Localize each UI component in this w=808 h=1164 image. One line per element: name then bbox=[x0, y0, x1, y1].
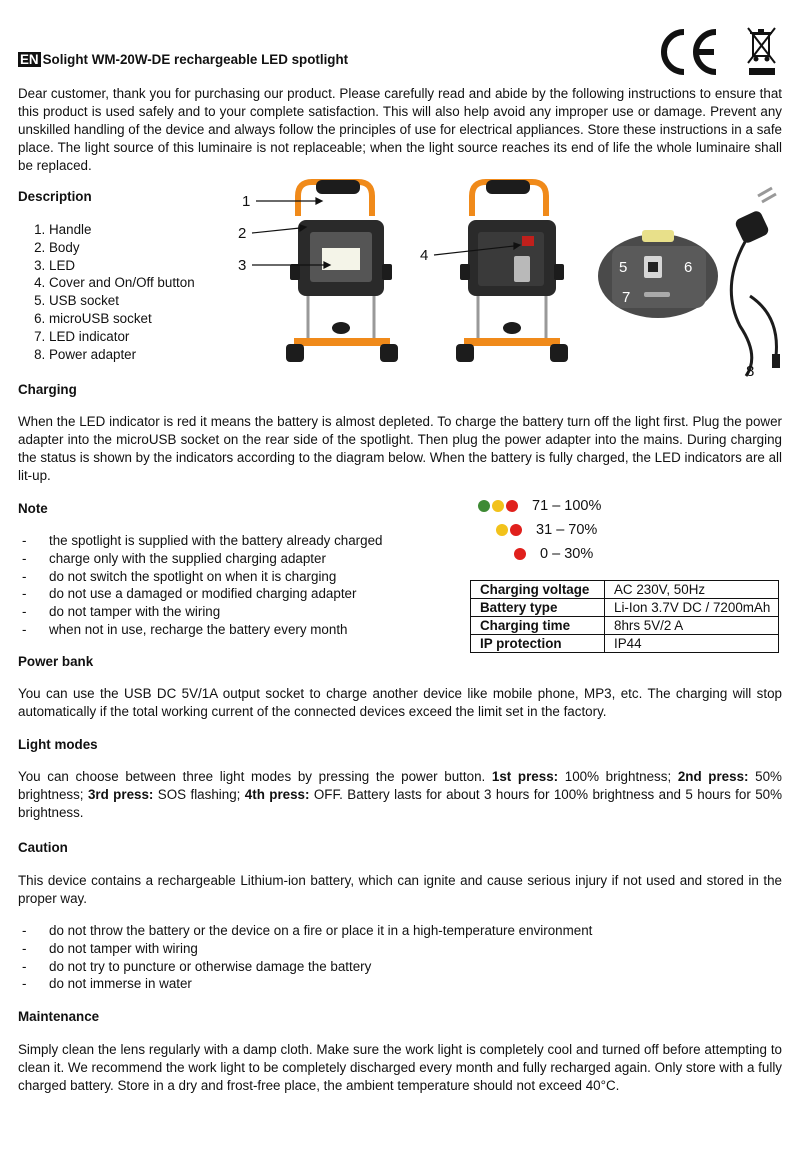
light-modes-heading: Light modes bbox=[18, 737, 98, 752]
indicator-row bbox=[496, 522, 597, 540]
spec-key: Charging time bbox=[471, 617, 605, 635]
table-row bbox=[471, 581, 779, 599]
language-badge: EN bbox=[20, 52, 39, 67]
list-item: 1. Handle bbox=[49, 221, 195, 239]
indicator-row bbox=[478, 498, 601, 516]
spec-key: Battery type bbox=[471, 599, 605, 617]
figure-label: 6 bbox=[684, 259, 693, 276]
list-item: - do not tamper with wiring bbox=[18, 940, 782, 958]
yellow-led-dot bbox=[492, 500, 504, 512]
red-led-dot bbox=[514, 548, 526, 560]
list-item: 7. LED indicator bbox=[49, 328, 195, 346]
spotlight-front-image bbox=[286, 180, 398, 362]
caution-paragraph: This device contains a rechargeable Lithium-ion battery, which can ignite and cause serious injury if not used and stored in the proper way. bbox=[18, 873, 782, 906]
list-item: 8. Power adapter bbox=[49, 346, 195, 364]
list-item: - do not throw the battery or the device on a fire or place it in a high-temperature environment bbox=[18, 922, 782, 940]
spotlight-rear-image bbox=[456, 180, 568, 362]
maintenance-heading: Maintenance bbox=[18, 1009, 100, 1024]
table-row bbox=[471, 635, 779, 653]
figure-label: 7 bbox=[622, 289, 631, 306]
list-item: - do not try to puncture or otherwise damage the battery bbox=[18, 958, 782, 976]
maintenance-paragraph: Simply clean the lens regularly with a damp cloth. Make sure the work light is completely cool and turned off before attempting to clean it. We recommend the work light to be completely discharged every month and fully recharged again. Only store with a fully charged battery. Store in a dry and frost-free place, the ambient temperature should not exceed 40°C. bbox=[18, 1042, 782, 1093]
indicator-label: 31 – 70% bbox=[536, 522, 598, 538]
list-item: 3. LED bbox=[49, 257, 195, 275]
indicator-label: 71 – 100% bbox=[532, 498, 602, 514]
list-item: - do not use a damaged or modified charging adapter bbox=[18, 585, 458, 603]
figure-label: 8 bbox=[746, 363, 755, 380]
spec-value: IP44 bbox=[605, 635, 779, 653]
ce-mark-icon bbox=[664, 32, 716, 72]
certification-marks bbox=[654, 22, 782, 82]
indicator-label: 0 – 30% bbox=[540, 546, 594, 562]
table-row bbox=[471, 599, 779, 617]
yellow-led-dot bbox=[496, 524, 508, 536]
indicator-row bbox=[514, 546, 593, 564]
red-led-dot bbox=[510, 524, 522, 536]
spec-value: AC 230V, 50Hz bbox=[605, 581, 779, 599]
list-item: 4. Cover and On/Off button bbox=[49, 274, 195, 292]
product-figures bbox=[220, 176, 786, 382]
caution-heading: Caution bbox=[18, 840, 68, 855]
caution-list bbox=[18, 922, 782, 993]
list-item: - when not in use, recharge the battery every month bbox=[18, 621, 458, 639]
list-item: - do not switch the spotlight on when it is charging bbox=[18, 568, 458, 586]
intro-paragraph: Dear customer, thank you for purchasing our product. Please carefully read and abide by the following instructions to ensure that this product is used safely and to your complete satisfaction. This will also help avoid any improper use or damage. Prevent any unskilled handling of the device and always follow the principles of use for electrical appliances. Store these instructions in a safe place. The light source of this luminaire is not replaceable; when the light source reaches its end of life the whole luminaire shall be replaced. bbox=[18, 86, 782, 173]
figure-label: 2 bbox=[238, 225, 247, 242]
list-item: 2. Body bbox=[49, 239, 195, 257]
spec-value: 8hrs 5V/2 A bbox=[605, 617, 779, 635]
charging-paragraph: When the LED indicator is red it means the battery is almost depleted. To charge the battery turn off the light first. Plug the power adapter into the microUSB socket on the rear side of the spotlight. Then plug the power adapter into the mains. During charging the status is shown by the indicators according to the diagram below. When the battery is fully charged, the LED indicators are all lit-up. bbox=[18, 414, 782, 483]
table-row bbox=[471, 617, 779, 635]
green-led-dot bbox=[478, 500, 490, 512]
list-item: - do not immerse in water bbox=[18, 975, 782, 993]
list-item: - charge only with the supplied charging adapter bbox=[18, 550, 458, 568]
spec-key: IP protection bbox=[471, 635, 605, 653]
list-item: - the spotlight is supplied with the battery already charged bbox=[18, 532, 458, 550]
weee-bin-icon bbox=[748, 28, 775, 75]
description-heading: Description bbox=[18, 189, 92, 204]
red-led-dot bbox=[506, 500, 518, 512]
list-item: - do not tamper with the wiring bbox=[18, 603, 458, 621]
figure-label: 4 bbox=[420, 247, 429, 264]
power-bank-paragraph: You can use the USB DC 5V/1A output socket to charge another device like mobile phone, MP3, etc. The charging will stop automatically if the total working current of the connected devices exceed the limit set in the factory. bbox=[18, 686, 782, 719]
figure-label: 3 bbox=[238, 257, 247, 274]
charge-indicator-legend bbox=[478, 494, 658, 566]
figure-label: 1 bbox=[242, 193, 251, 210]
document-title bbox=[18, 52, 348, 67]
spec-value: Li-Ion 3.7V DC / 7200mAh bbox=[605, 599, 779, 617]
charging-heading: Charging bbox=[18, 382, 77, 397]
power-adapter-image bbox=[731, 188, 780, 376]
parts-list bbox=[18, 221, 195, 363]
sockets-closeup-image bbox=[598, 230, 718, 318]
figure-label: 5 bbox=[619, 259, 628, 276]
list-item: 5. USB socket bbox=[49, 292, 195, 310]
power-bank-heading: Power bank bbox=[18, 654, 94, 669]
title-text: Solight WM-20W-DE rechargeable LED spotlight bbox=[42, 52, 349, 67]
note-heading: Note bbox=[18, 501, 48, 516]
list-item: 6. microUSB socket bbox=[49, 310, 195, 328]
note-list bbox=[18, 532, 458, 639]
spec-table bbox=[470, 580, 779, 653]
light-modes-paragraph: You can choose between three light modes by pressing the power button. 1st press: 100% brightness; 2nd press: 50% brightness; 3rd press: SOS flashing; 4th press: OFF. Battery lasts for about 3 hours for 100% brightness and 5 hours for 50% brightness. bbox=[18, 769, 783, 820]
spec-key: Charging voltage bbox=[471, 581, 605, 599]
